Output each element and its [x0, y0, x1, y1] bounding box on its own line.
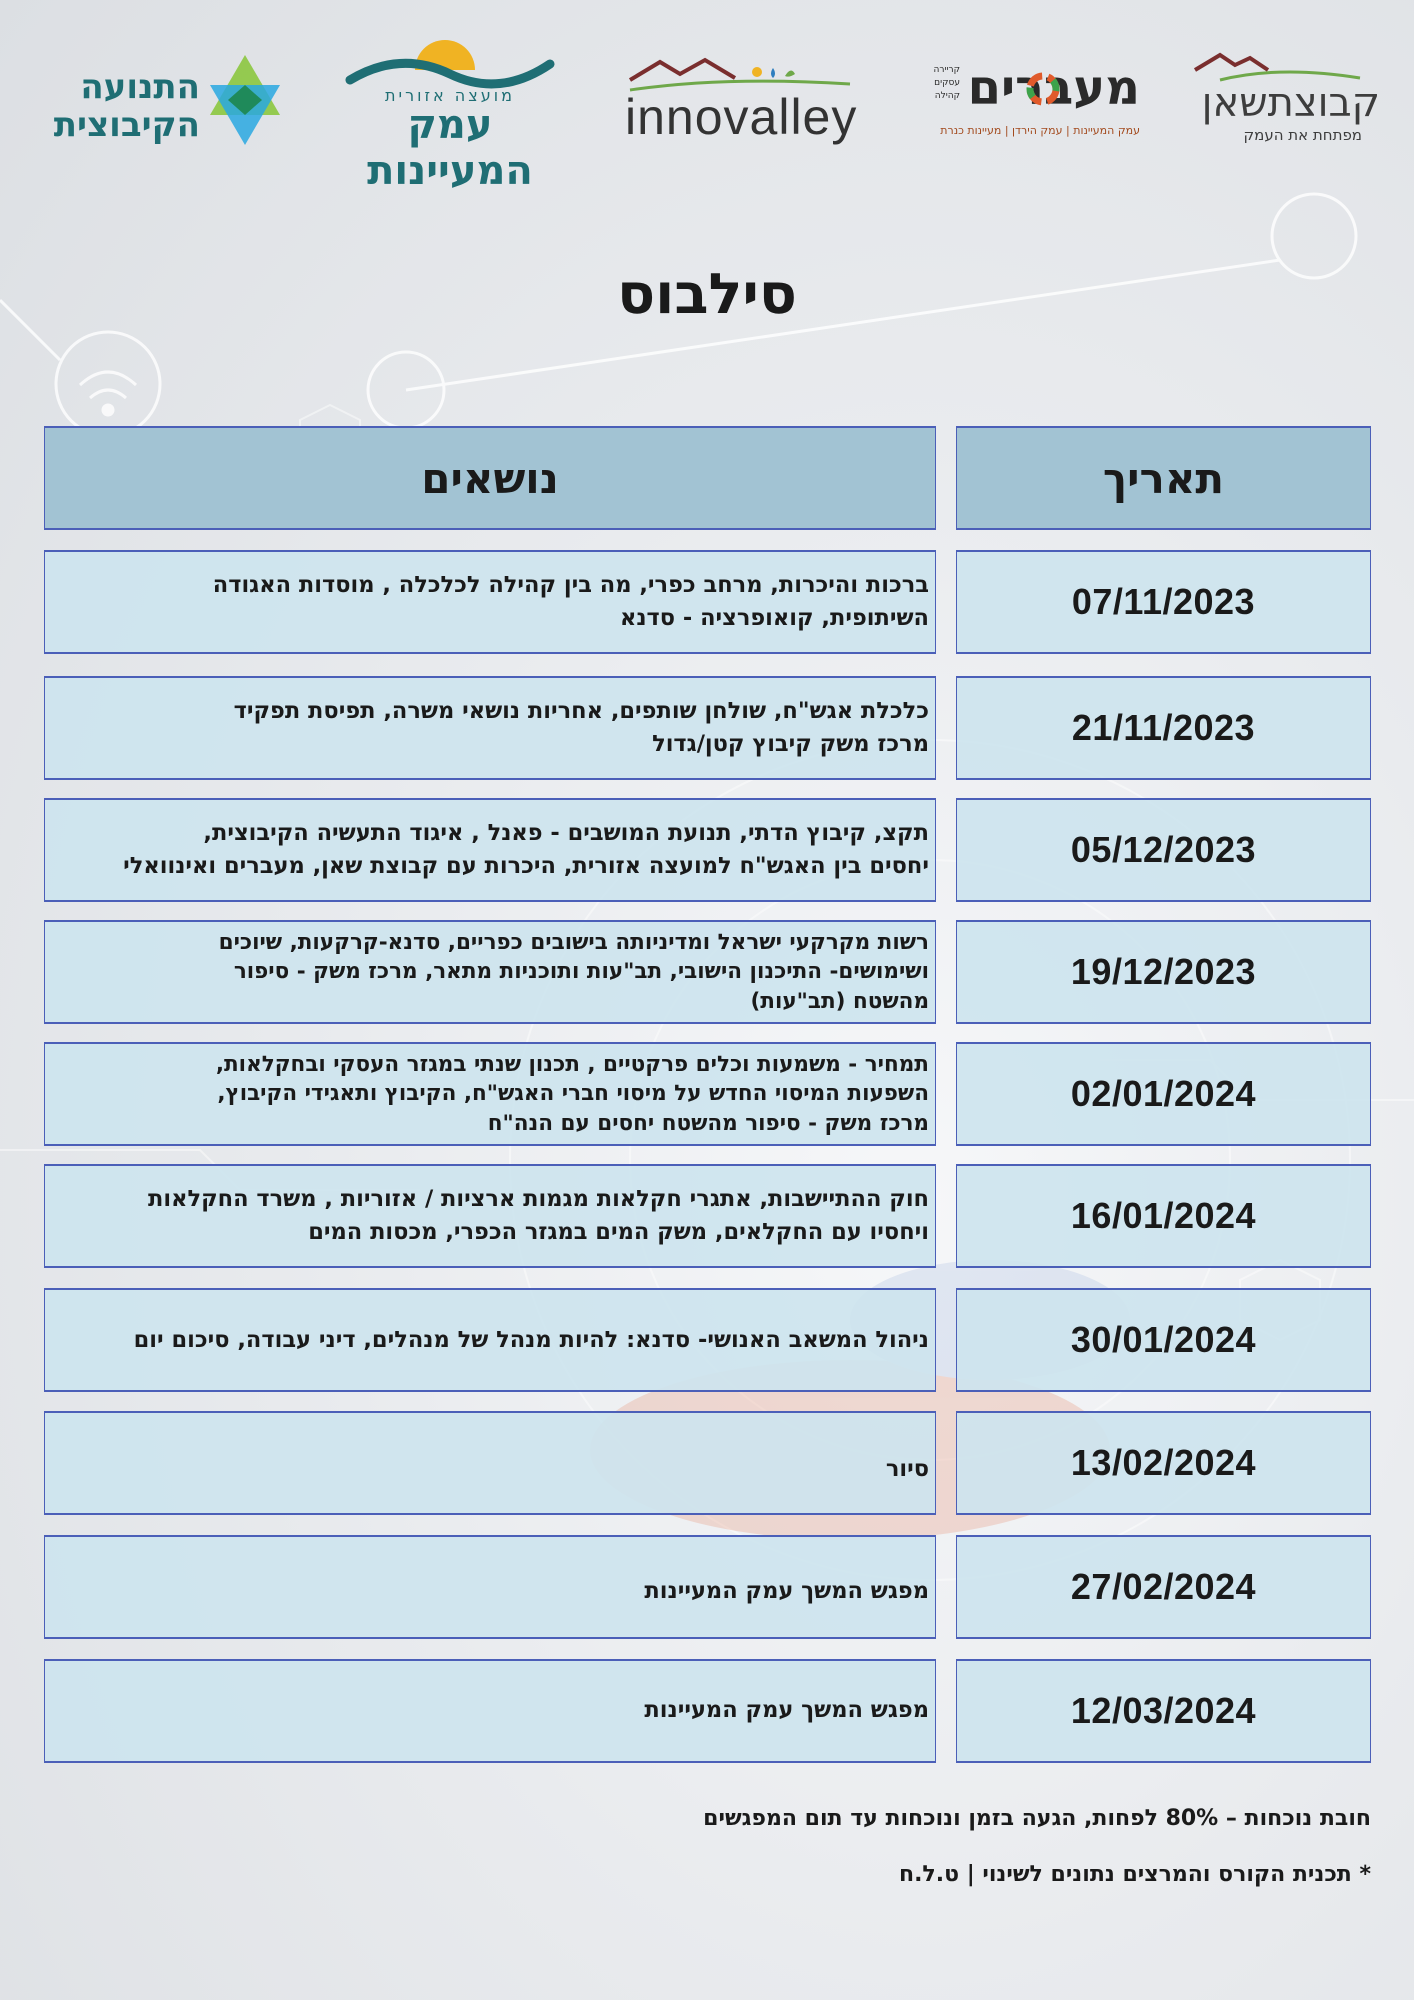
logo-maabarim-side-1: קריירה — [933, 65, 960, 75]
topic-line: חוק ההתיישבות, אתגרי חקלאות מגמות ארציות / אזוריות , משרד החקלאות — [148, 1186, 929, 1213]
topic-line: ושימושים- התיכנון הישובי, תב"עות ותוכניות מתאר, מרכז משק - סיפור — [233, 959, 929, 985]
attendance-note: חובת נוכחות – 80% לפחות, הגעה בזמן ונוכחות עד תום המפגשים — [703, 1806, 1371, 1831]
logo-maabarim-side-2: עסקים — [934, 78, 960, 88]
logo-maabarim-text: מעברים — [967, 60, 1140, 116]
date-cell: 13/02/2024 — [956, 1411, 1371, 1515]
topic-line: רשות מקרקעי ישראל ומדיניותה בישובים כפריים, סדנא-קרקעות, שיוכים — [218, 929, 929, 955]
table-header-topics: נושאים — [44, 426, 936, 530]
logo-hatnua-text — [40, 68, 200, 144]
date-cell: 07/11/2023 — [956, 550, 1371, 654]
logo-emek-subtext: מועצה אזורית — [385, 86, 515, 105]
logo-shaon-text: קבוצתשאן — [1201, 80, 1380, 126]
logo-innovalley — [625, 40, 858, 160]
page-title: סילבוס — [617, 262, 797, 327]
topic-line: ברכות והיכרות, מרחב כפרי, מה בין קהילה לכלכלה , מוסדות האגודה — [212, 572, 929, 599]
topic-line: ויחסיו עם החקלאים, משק המים במגזר הכפרי, מכסות המים — [308, 1219, 929, 1245]
date-cell: 30/01/2024 — [956, 1288, 1371, 1392]
logo-hatnua-line2: הקיבוצית — [53, 105, 200, 145]
date-cell: 05/12/2023 — [956, 798, 1371, 902]
topic-line: ניהול המשאב האנושי- סדנא: להיות מנהל של מנהלים, דיני עבודה, סיכום יום — [133, 1326, 929, 1353]
logo-maabarim-side — [910, 64, 960, 103]
topic-cell — [44, 1042, 936, 1146]
date-cell: 02/01/2024 — [956, 1042, 1371, 1146]
topic-line: תקצ, קיבוץ הדתי, תנועת המושבים - פאנל , איגוד התעשיה הקיבוצית, — [203, 820, 929, 847]
logo-kvutzat-shaon — [1190, 40, 1380, 160]
logo-maabarim-side-3: קהילה — [934, 91, 960, 101]
colorful-ring-icon — [1026, 72, 1060, 106]
logo-emek-text: עמק המעיינות — [367, 102, 533, 194]
date-cell: 27/02/2024 — [956, 1535, 1371, 1639]
topic-line: מרכז משק קיבוץ קטן/גדול — [652, 731, 929, 757]
logo-innovalley-text: innovalley — [625, 89, 858, 145]
topic-line: מרכז משק - סיפור מהשטח יחסים עם הנה"ח — [487, 1110, 929, 1136]
topic-cell — [44, 1411, 936, 1515]
topic-cell — [44, 798, 936, 902]
logos-bar — [40, 40, 1380, 194]
topic-line: סיור — [885, 1455, 929, 1482]
topic-cell — [44, 1288, 936, 1392]
logo-emek-hamaayanot — [330, 40, 570, 194]
topic-cell — [44, 1659, 936, 1763]
topic-line: מהשטח (תב"עות) — [750, 988, 929, 1014]
logo-hatnua-line1: התנועה — [80, 67, 200, 107]
topic-line: יחסים בין האגש"ח למועצה אזורית, היכרות עם קבוצת שאן, מעברים ואינוואלי — [123, 853, 929, 879]
topic-line: מפגש המשך עמק המעיינות — [644, 1696, 929, 1723]
topic-line: תמחיר - משמעות וכלים פרקטיים , תכנון שנתי במגזר העסקי ובחקלאות, — [215, 1051, 929, 1077]
logo-maabarim-subtext: עמק המעיינות | עמק הירדן | מעיינות כנרת — [940, 124, 1140, 137]
topic-line: כלכלת אגש"ח, שולחן שותפים, אחריות נושאי משרה, תפיסת תפקיד — [233, 698, 929, 725]
topic-line: מפגש המשך עמק המעיינות — [644, 1577, 929, 1604]
topic-line: השיתופית, קואופרציה - סדנא — [619, 605, 929, 631]
star-of-david-icon — [200, 50, 290, 150]
topic-cell — [44, 676, 936, 780]
topic-line: השפעות המיסוי החדש על מיסוי חברי האגש"ח, הקיבוץ ותאגידי הקיבוץ, — [217, 1081, 929, 1107]
disclaimer-note: * תכנית הקורס והמרצים נתונים לשינוי | ט.ל.ח — [898, 1862, 1371, 1887]
topic-cell — [44, 1164, 936, 1268]
date-cell: 19/12/2023 — [956, 920, 1371, 1024]
date-cell: 16/01/2024 — [956, 1164, 1371, 1268]
topic-cell — [44, 1535, 936, 1639]
logo-shaon-subtext: מפתחת את העמק — [1243, 126, 1362, 144]
date-cell: 12/03/2024 — [956, 1659, 1371, 1763]
logo-hatnua-hakibbutzit — [40, 40, 290, 160]
date-cell: 21/11/2023 — [956, 676, 1371, 780]
topic-cell — [44, 920, 936, 1024]
logo-maabarim — [910, 40, 1140, 160]
topic-cell — [44, 550, 936, 654]
table-header-date: תאריך — [956, 426, 1371, 530]
